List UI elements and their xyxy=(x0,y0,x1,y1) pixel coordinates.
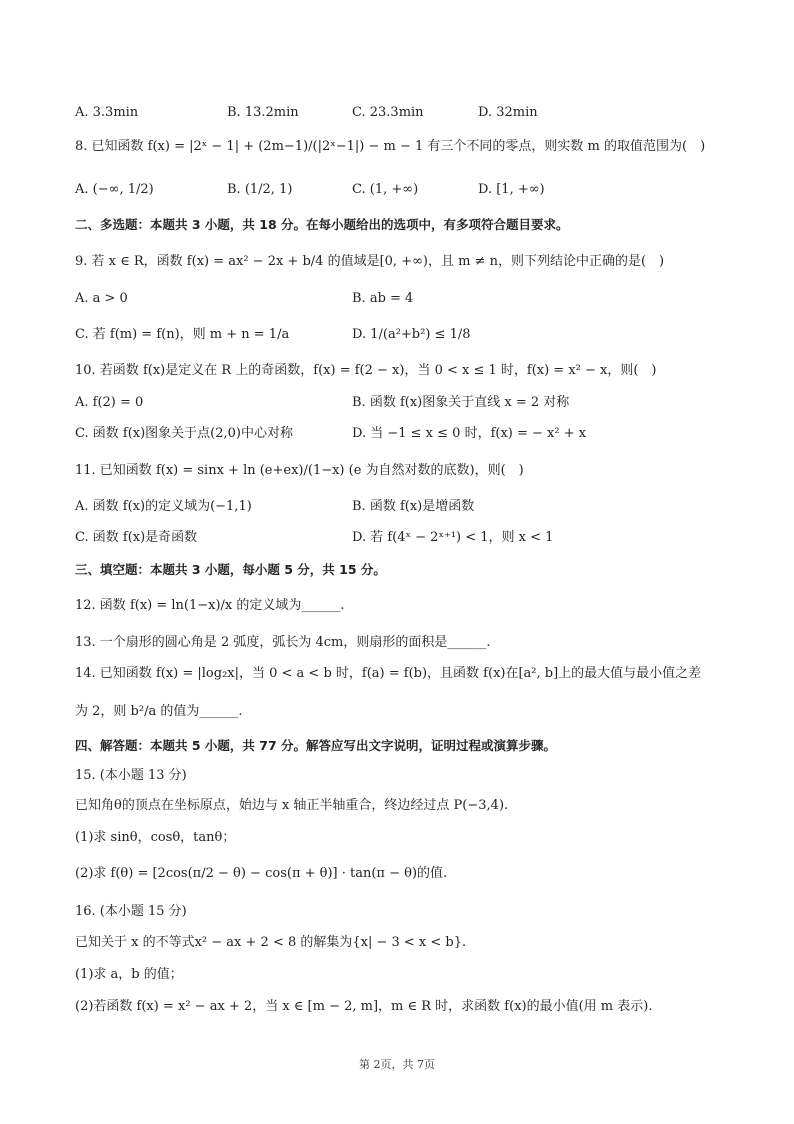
q9-option-b: B. ab = 4 xyxy=(352,291,414,306)
q12-stem: 12. 函数 f(x) = ln(1−x)/x 的定义域为______. xyxy=(75,598,345,613)
section-heading-fill-in: 三、填空题：本题共 3 小题，每小题 5 分，共 15 分。 xyxy=(75,562,386,577)
q15-title: 15. (本小题 13 分) xyxy=(75,768,187,783)
q11-option-b: B. 函数 f(x)是增函数 xyxy=(352,499,475,514)
q10-option-a: A. f(2) = 0 xyxy=(75,395,144,410)
q10-option-c: C. 函数 f(x)图象关于点(2,0)中心对称 xyxy=(75,426,293,441)
q16-part1: (1)求 a，b 的值； xyxy=(75,967,183,982)
q7-option-a: A. 3.3min xyxy=(75,105,139,120)
q14-stem-line2: 为 2，则 b²/a 的值为______. xyxy=(75,704,243,719)
q8-option-a: A. (−∞, 1/2) xyxy=(75,182,154,197)
q15-stem: 已知角θ的顶点在坐标原点，始边与 x 轴正半轴重合，终边经过点 P(−3,4). xyxy=(75,798,509,813)
section-heading-answer: 四、解答题：本题共 5 小题，共 77 分。解答应写出文字说明，证明过程或演算步骤。 xyxy=(75,738,557,753)
q15-part2: (2)求 f(θ) = [2cos(π/2 − θ) − cos(π + θ)] · tan(π − θ)的值. xyxy=(75,866,448,881)
q16-title: 16. (本小题 15 分) xyxy=(75,904,187,919)
section-heading-multiple-choice: 二、多选题：本题共 3 小题，共 18 分。在每小题给出的选项中，有多项符合题目要求。 xyxy=(75,217,569,232)
q10-stem: 10. 若函数 f(x)是定义在 R 上的奇函数，f(x) = f(2 − x)，当 0 < x ≤ 1 时，f(x) = x² − x，则( ) xyxy=(75,363,657,378)
q8-option-d: D. [1, +∞) xyxy=(478,182,545,197)
q10-option-d: D. 当 −1 ≤ x ≤ 0 时，f(x) = − x² + x xyxy=(352,426,587,441)
q10-option-b: B. 函数 f(x)图象关于直线 x = 2 对称 xyxy=(352,395,570,410)
page-footer: 第 2页，共 7页 xyxy=(359,1058,435,1071)
q7-option-b: B. 13.2min xyxy=(227,105,299,120)
q9-option-a: A. a > 0 xyxy=(75,291,128,306)
q11-option-c: C. 函数 f(x)是奇函数 xyxy=(75,530,198,545)
q7-option-d: D. 32min xyxy=(478,105,538,120)
q7-option-c: C. 23.3min xyxy=(352,105,424,120)
q11-option-a: A. 函数 f(x)的定义域为(−1,1) xyxy=(75,499,252,514)
q15-part1: (1)求 sinθ，cosθ，tanθ； xyxy=(75,830,236,845)
q14-stem-line1: 14. 已知函数 f(x) = |log₂x|，当 0 < a < b 时，f(a) = f(b)，且函数 f(x)在[a², b]上的最大值与最小值之差 xyxy=(75,666,702,681)
q9-option-d: D. 1/(a²+b²) ≤ 1/8 xyxy=(352,327,471,342)
q13-stem: 13. 一个扇形的圆心角是 2 弧度，弧长为 4cm，则扇形的面积是______. xyxy=(75,635,491,650)
q8-stem: 8. 已知函数 f(x) = |2ˣ − 1| + (2m−1)/(|2ˣ−1|) − m − 1 有三个不同的零点，则实数 m 的取值范围为( ) xyxy=(75,139,706,154)
q11-option-d: D. 若 f(4ˣ − 2ˣ⁺¹) < 1，则 x < 1 xyxy=(352,530,554,545)
q11-stem: 11. 已知函数 f(x) = sinx + ln (e+ex)/(1−x) (e 为自然对数的底数)，则( ) xyxy=(75,463,524,478)
q8-option-c: C. (1, +∞) xyxy=(352,182,419,197)
q8-option-b: B. (1/2, 1) xyxy=(227,182,293,197)
q9-option-c: C. 若 f(m) = f(n)，则 m + n = 1/a xyxy=(75,327,290,342)
q9-stem: 9. 若 x ∈ R，函数 f(x) = ax² − 2x + b/4 的值域是[0, +∞)，且 m ≠ n，则下列结论中正确的是( ) xyxy=(75,254,665,269)
q16-stem: 已知关于 x 的不等式x² − ax + 2 < 8 的解集为{x| − 3 < x < b}. xyxy=(75,935,467,950)
q16-part2: (2)若函数 f(x) = x² − ax + 2，当 x ∈ [m − 2, m]，m ∈ R 时，求函数 f(x)的最小值(用 m 表示). xyxy=(75,999,653,1014)
